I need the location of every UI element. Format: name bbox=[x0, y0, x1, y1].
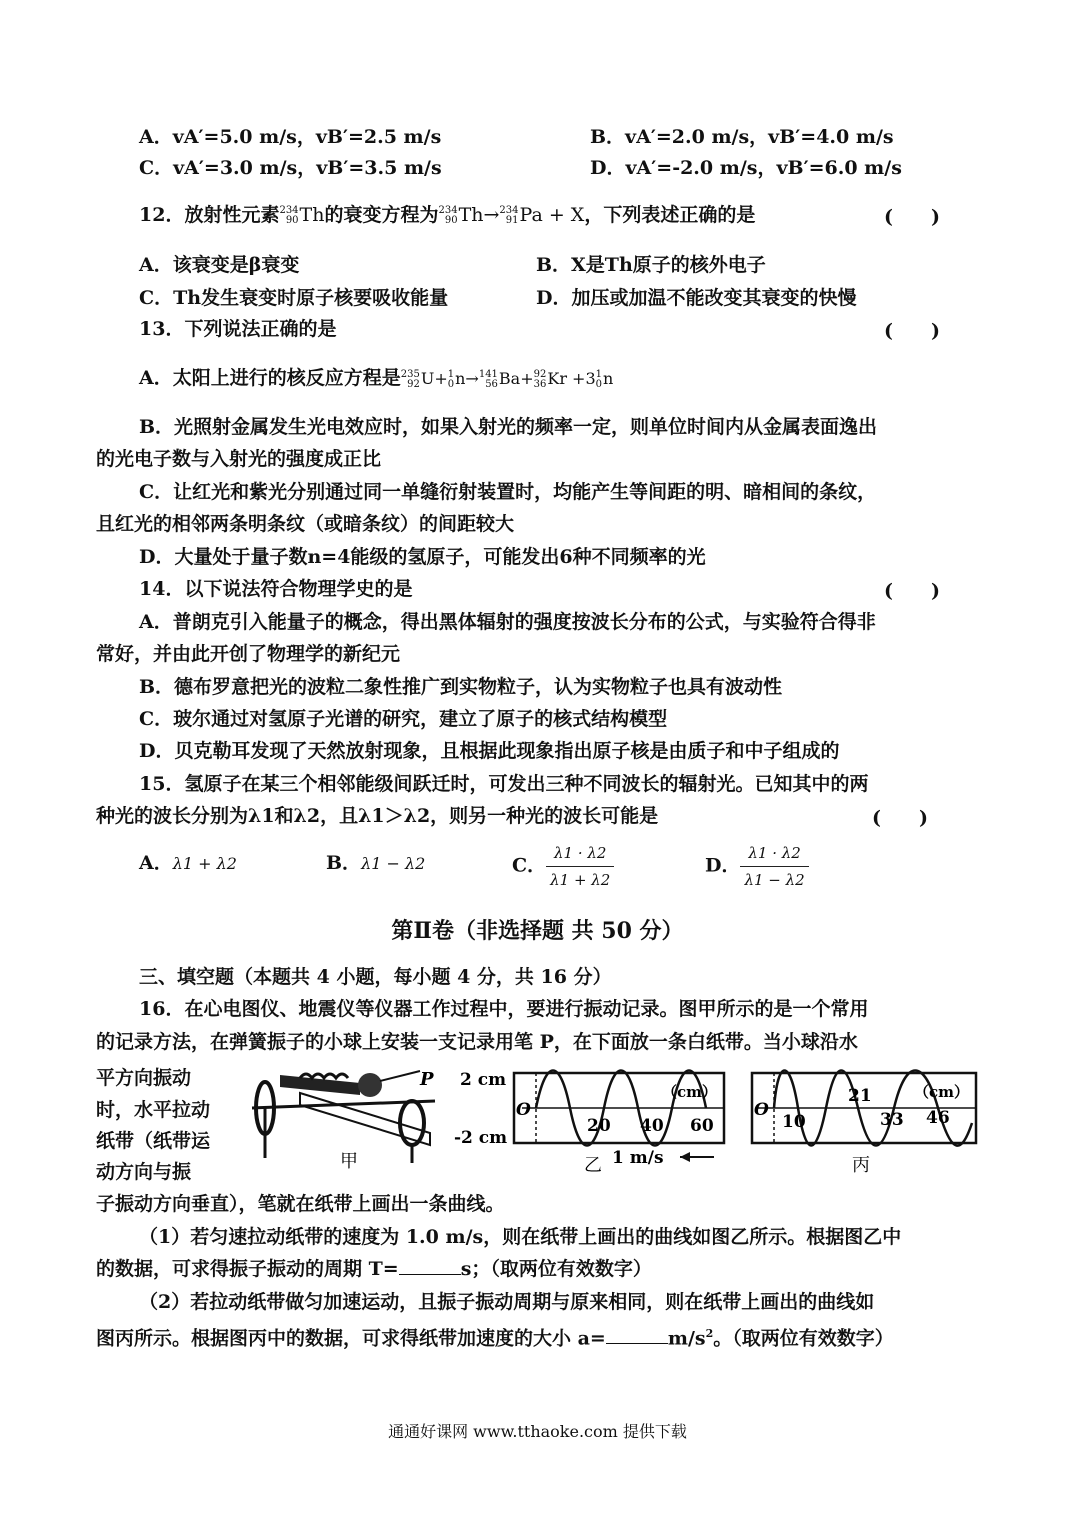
th-nuclide-2: 234 90 bbox=[438, 205, 458, 226]
q12-option-c: C．Th发生衰变时原子核要吸收能量 bbox=[139, 287, 449, 309]
q15-option-a: A．λ1 + λ2 bbox=[139, 852, 237, 874]
q14-option-c: C．玻尔通过对氢原子光谱的研究，建立了原子的核式结构模型 bbox=[139, 708, 668, 730]
th-symbol-2: Th bbox=[458, 204, 484, 226]
q13-option-b-line2: 的光电子数与入射光的强度成正比 bbox=[96, 448, 382, 470]
q15-stem-line2: 种光的波长分别为λ1和λ2，且λ1＞λ2，则另一种光的波长可能是 bbox=[96, 805, 659, 827]
q16-wrap-line3: 纸带（纸带运 bbox=[96, 1130, 211, 1152]
th-symbol-1: Th bbox=[299, 204, 325, 226]
q16-stem-line1: 16．在心电图仪、地震仪等仪器工作过程中，要进行振动记录。图甲所示的是一个常用 bbox=[139, 998, 869, 1020]
yi-unit-label: （cm） bbox=[662, 1083, 718, 1101]
q16-sub2-line1: （2）若拉动纸带做匀加速运动，且振子振动周期与原来相同，则在纸带上画出的曲线如 bbox=[139, 1291, 875, 1313]
q12-stem-prefix: 12．放射性元素 bbox=[139, 204, 280, 226]
q11-option-c: C．vA′=3.0 m/s，vB′=3.5 m/s bbox=[139, 157, 442, 179]
bing-origin-label: O bbox=[754, 1100, 769, 1120]
q12-answer-paren: ( ) bbox=[884, 206, 940, 228]
answer-blank-acceleration[interactable] bbox=[606, 1327, 668, 1344]
q13-option-d: D．大量处于量子数n=4能级的氢原子，可能发出6种不同频率的光 bbox=[139, 546, 706, 568]
q16-sub2-text: 图丙所示。根据图丙中的数据，可求得纸带加速度的大小 a= bbox=[96, 1327, 606, 1350]
bing-tick-3: 33 bbox=[880, 1110, 904, 1130]
q16-wrap-line4: 动方向与振 bbox=[96, 1161, 192, 1183]
bing-tick-2: 21 bbox=[848, 1086, 872, 1106]
yi-tick-2: 40 bbox=[640, 1116, 664, 1136]
q15-option-c: C． $\frac{\lambda 1 \cdot \lambda 2}{\lambda 1 + \lambda 2}$ bbox=[512, 840, 614, 893]
yi-figure-label: 乙 bbox=[584, 1155, 602, 1176]
q12-stem bbox=[139, 202, 755, 228]
q15-option-b-expr: λ1 − λ2 bbox=[361, 854, 426, 873]
q15-option-b: B．λ1 − λ2 bbox=[326, 852, 426, 874]
bing-figure-label: 丙 bbox=[852, 1155, 870, 1176]
th-nuclide-1: 234 90 bbox=[279, 205, 299, 226]
q11-option-d: D．vA′=-2.0 m/s，vB′=6.0 m/s bbox=[590, 157, 902, 179]
yi-speed-label: 1 m/s bbox=[612, 1148, 664, 1168]
q15-option-d-fraction: $\frac{\lambda 1 \cdot \lambda 2}{\lambda 1 - \lambda 2}$ bbox=[740, 840, 808, 893]
q14-stem: 14．以下说法符合物理学史的是 bbox=[139, 578, 413, 600]
q13-stem: 13．下列说法正确的是 bbox=[139, 318, 337, 340]
arrow: → bbox=[483, 204, 500, 226]
q14-option-d: D．贝克勒耳发现了天然放射现象，且根据此现象指出原子核是由质子和中子组成的 bbox=[139, 740, 840, 762]
q12-stem-suffix: ，下列表述正确的是 bbox=[584, 204, 756, 226]
figure-jia-label: 甲 bbox=[340, 1151, 358, 1172]
q16-sub2-line2: 图丙所示。根据图丙中的数据，可求得纸带加速度的大小 $a= m/s^2$。（取两位有效数字） bbox=[96, 1327, 894, 1350]
bing-unit-label: （cm） bbox=[914, 1083, 970, 1101]
q16-line-after-figure: 子振动方向垂直），笔就在纸带上画出一条曲线。 bbox=[96, 1193, 505, 1215]
q15-option-d: D． $\frac{\lambda 1 \cdot \lambda 2}{\lambda 1 - \lambda 2}$ bbox=[705, 840, 809, 893]
page-footer: 通通好课网 www.tthaoke.com 提供下载 bbox=[388, 1422, 687, 1441]
speed-arrow-icon bbox=[680, 1152, 690, 1162]
answer-blank-period[interactable] bbox=[399, 1258, 461, 1275]
plus-sign: + bbox=[542, 204, 571, 226]
q11-option-b: B．vA′=2.0 m/s，vB′=4.0 m/s bbox=[590, 126, 894, 148]
yi-amplitude-bottom: -2 cm bbox=[454, 1128, 508, 1148]
x-symbol: X bbox=[570, 204, 585, 226]
section-2-title: 第Ⅱ卷（非选择题 共 50 分） bbox=[391, 918, 684, 944]
q14-option-a-line1: A．普朗克引入能量子的概念，得出黑体辐射的强度按波长分布的公式，与实验符合得非 bbox=[139, 611, 876, 633]
q12-stem-middle: 的衰变方程为 bbox=[324, 204, 439, 226]
bing-tick-1: 10 bbox=[782, 1112, 806, 1132]
q13-option-c-line2: 且红光的相邻两条明条纹（或暗条纹）的间距较大 bbox=[96, 513, 515, 535]
bing-tick-4: 46 bbox=[926, 1108, 950, 1128]
pen-p-label: P bbox=[420, 1069, 434, 1090]
q13-answer-paren: ( ) bbox=[884, 320, 940, 342]
q14-answer-paren: ( ) bbox=[884, 580, 940, 602]
q12-option-b: B．X是Th原子的核外电子 bbox=[536, 254, 766, 276]
q16-sub1-text: 的数据，可求得振子振动的周期 T= bbox=[96, 1258, 399, 1280]
yi-tick-3: 60 bbox=[690, 1116, 714, 1136]
pa-symbol: Pa bbox=[519, 204, 543, 226]
q16-sub1-line1: （1）若匀速拉动纸带的速度为 1.0 m/s，则在纸带上画出的曲线如图乙所示。根据图乙中 bbox=[139, 1226, 902, 1248]
q16-stem-line2: 的记录方法，在弹簧振子的小球上安装一支记录用笔 P，在下面放一条白纸带。当小球沿水 bbox=[96, 1031, 858, 1053]
q13-option-c-line1: C．让红光和紫光分别通过同一单缝衍射装置时，均能产生等间距的明、暗相间的条纹， bbox=[139, 481, 877, 503]
q16-wrap-line1: 平方向振动 bbox=[96, 1067, 192, 1089]
q16-sub1-unit: s；（取两位有效数字） bbox=[460, 1258, 652, 1280]
q15-option-a-expr: λ1 + λ2 bbox=[172, 854, 237, 873]
q13-option-a-text: A．太阳上进行的核反应方程是 bbox=[139, 367, 401, 389]
pa-nuclide: 234 91 bbox=[499, 205, 519, 226]
q16-sub1-line2 bbox=[96, 1256, 652, 1282]
yi-amplitude-top: 2 cm bbox=[460, 1070, 507, 1090]
q16-wrap-line2: 时，水平拉动 bbox=[96, 1099, 211, 1121]
q16-sub2-unit: m/s bbox=[667, 1327, 706, 1350]
yi-tick-1: 20 bbox=[587, 1116, 611, 1136]
figure-jia-spring-oscillator bbox=[240, 1063, 445, 1173]
q12-option-a: A．该衰变是β衰变 bbox=[139, 254, 300, 276]
figure-yi-uniform-trace bbox=[452, 1063, 730, 1178]
q13-option-a bbox=[139, 365, 613, 392]
yi-origin-label: O bbox=[516, 1100, 531, 1120]
q15-option-c-fraction: $\frac{\lambda 1 \cdot \lambda 2}{\lambda 1 + \lambda 2}$ bbox=[546, 840, 614, 893]
q14-option-a-line2: 常好，并由此开创了物理学的新纪元 bbox=[96, 643, 401, 665]
q16-sub2-suffix: 。（取两位有效数字） bbox=[713, 1327, 894, 1350]
q15-stem-line1: 15．氢原子在某三个相邻能级间跃迁时，可发出三种不同波长的辐射光。已知其中的两 bbox=[139, 773, 869, 795]
part-3-title: 三、填空题（本题共 4 小题，每小题 4 分，共 16 分） bbox=[139, 966, 612, 988]
q15-answer-paren: ( ) bbox=[872, 807, 928, 829]
fission-equation: 235 92 U+ 1 0 n→ 141 56 Ba+ 92 36 Kr +3 1 0 n bbox=[400, 368, 614, 390]
q12-option-d: D．加压或加温不能改变其衰变的快慢 bbox=[536, 287, 857, 309]
q11-option-a: A．vA′=5.0 m/s，vB′=2.5 m/s bbox=[139, 126, 442, 148]
q14-option-b: B．德布罗意把光的波粒二象性推广到实物粒子，认为实物粒子也具有波动性 bbox=[139, 676, 783, 698]
q13-option-b-line1: B．光照射金属发生光电效应时，如果入射光的频率一定，则单位时间内从金属表面逸出 bbox=[139, 416, 878, 438]
figure-bing-accelerated-trace bbox=[748, 1063, 983, 1178]
